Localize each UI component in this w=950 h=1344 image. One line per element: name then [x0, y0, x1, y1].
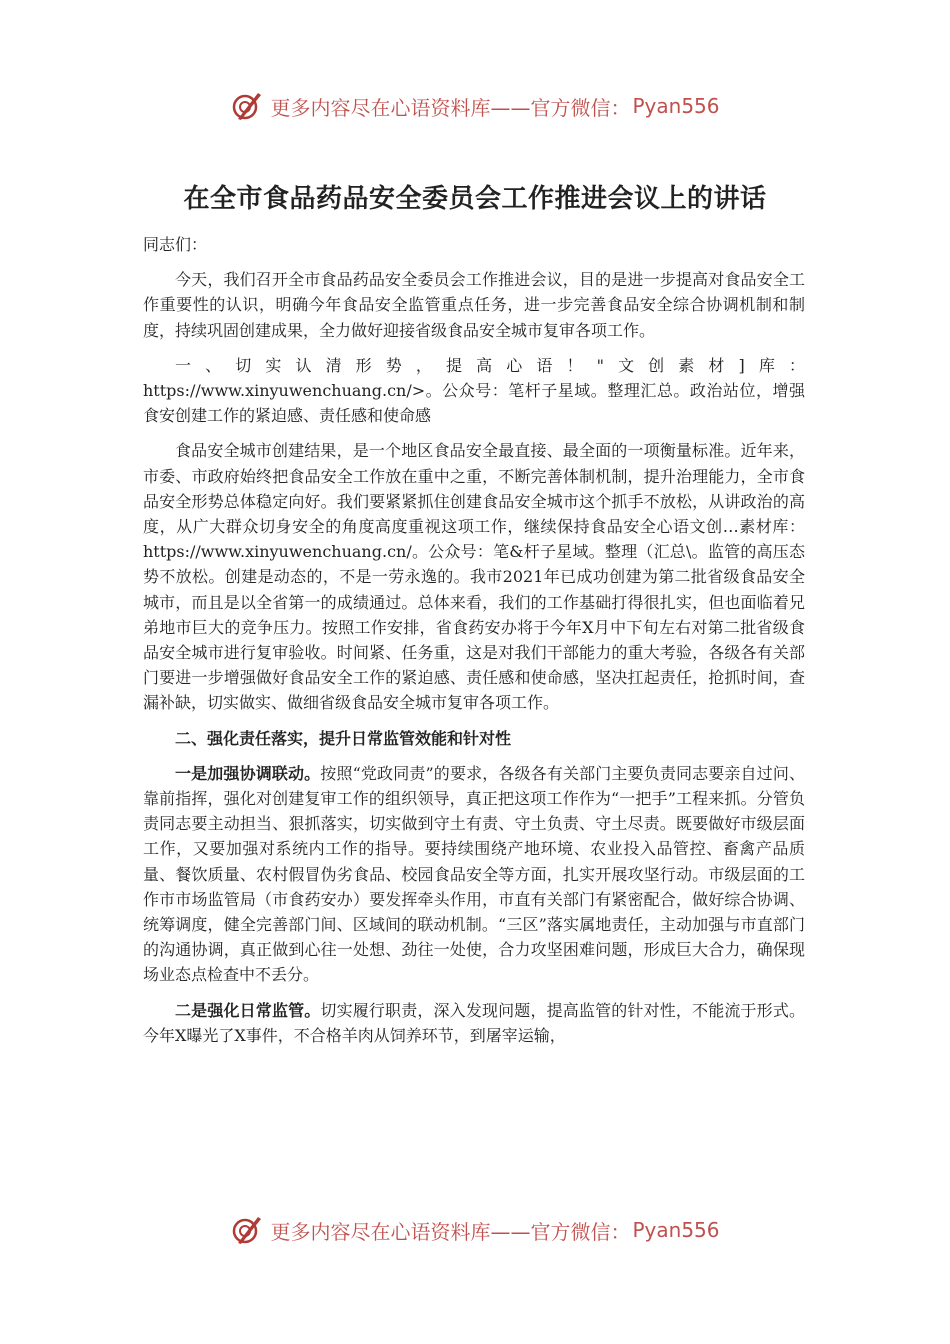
- header-watermark-banner: [0, 86, 950, 126]
- banner-text: 更多内容尽在心语资料库——官方微信：: [270, 1219, 631, 1244]
- document-body: [143, 232, 805, 1058]
- section-heading: 二、强化责任落实，提升日常监管效能和针对性: [175, 728, 512, 748]
- footer-watermark-banner: [0, 1210, 950, 1250]
- paragraph: 今天，我们召开全市食品药品安全委员会工作推进会议，目的是进一步提高对食品安全工作重要性的认识，明确今年食品安全监管重点任务，进一步完善食品安全综合协调机制和制度，持续巩固创建成果，全力做好迎接省级食品安全城市复审各项工作。: [143, 270, 805, 340]
- banner-wechat-id: Pyan556: [632, 1218, 720, 1242]
- pen-logo-icon: [230, 1213, 264, 1247]
- paragraph: [143, 998, 805, 1048]
- banner-wechat-id: Pyan556: [632, 94, 720, 118]
- document-title: 在全市食品药品安全委员会工作推进会议上的讲话: [183, 184, 767, 214]
- paragraph-text: 按照“党政同责”的要求，各级各有关部门主要负责同志要亲自过问、靠前指挥，强化对创建复审工作的组织领导，真正把这项工作作为“一把手”工程来抓。分管负责同志要主动担当、狠抓落实，切实做到守土有责、守土负责、守土尽责。既要做好市级层面工作，又要加强对系统内工作的指导。要持续围绕产地环境、农业投入品管控、畜禽产品质量、餐饮质量、农村假冒伪劣食品、校园食品安全等方面，扎实开展攻坚行动。市级层面的工作市市场监管局（市食药安办）要发挥牵头作用，市直有关部门有紧密配合，做好综合协调、统筹调度，健全完善部门间、区域间的联动机制。“三区”落实属地责任，主动加强与市直部门的沟通协调，真正做到心往一处想、劲往一处使，合力攻坚困难问题，形成巨大合力，确保现场业态点检查中不丢分。: [143, 763, 805, 985]
- paragraph: [143, 761, 805, 988]
- paragraph-lead: 二是强化日常监管。: [175, 1000, 321, 1020]
- pen-logo-icon: [230, 89, 264, 123]
- paragraph-lead: 一是加强协调联动。: [175, 763, 321, 783]
- paragraph: 食品安全城市创建结果，是一个地区食品安全最直接、最全面的一项衡量标准。近年来，市委、市政府始终把食品安全工作放在重中之重，不断完善体制机制，提升治理能力，全市食品安全形势总体稳定向好。我们要紧紧抓住创建食品安全城市这个抓手不放松，从讲政治的高度，从广大群众切身安全的角度高度重视这项工作，继续保持食品安全心语文创…素材库：https://www.xinyuwenchuang.cn/。公众号：笔&杆子星域。整理（汇总\。监管的高压态势不放松。创建是动态的，不是一劳永逸的。我市2021年已成功创建为第二批省级食品安全城市，而且是以全省第一的成绩通过。总体来看，我们的工作基础打得很扎实，但也面临着兄弟地市巨大的竞争压力。按照工作安排，省食药安办将于今年X月中下旬左右对第二批省级食品安全城市进行复审验收。时间紧、任务重，这是对我们干部能力的重大考验，各级各有关部门要进一步增强做好食品安全工作的紧迫感、责任感和使命感，坚决扛起责任，抢抓时间，查漏补缺，切实做实、做细省级食品安全城市复审各项工作。: [143, 441, 805, 713]
- paragraph: 一、切实认清形势，提高心语！"文创素材]库：https://www.xinyuwenchuang.cn/>。公众号：笔杆子星域。整理汇总。政治站位，增强食安创建工作的紧迫感、责任感和使命感: [143, 355, 805, 426]
- banner-text: 更多内容尽在心语资料库——官方微信：: [270, 95, 631, 120]
- salutation: 同志们：: [143, 235, 208, 254]
- paragraph-text: 切实履行职责，深入发现问题，提高监管的针对性，不能流于形式。今年X曝光了X事件，不合格羊肉从饲养环节，到屠宰运输，: [143, 1000, 805, 1045]
